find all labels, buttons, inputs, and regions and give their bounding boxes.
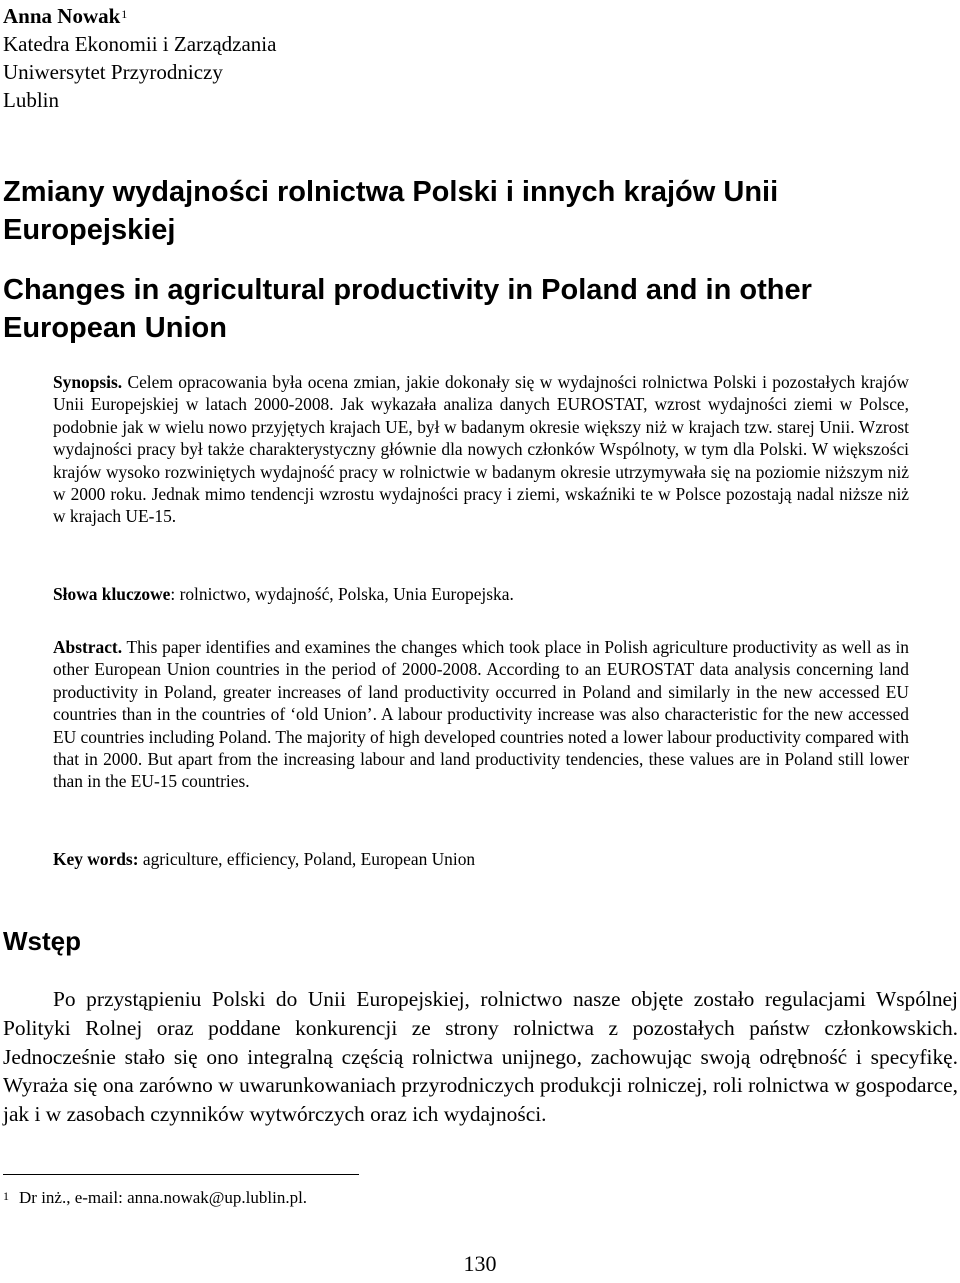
- abstract-label: Abstract.: [53, 637, 123, 657]
- author-block: [3, 2, 276, 114]
- footnote: [3, 1186, 307, 1210]
- abstract-english: [53, 636, 909, 793]
- keywords-english: [53, 848, 909, 870]
- keywords-english-text: agriculture, efficiency, Poland, European Union: [138, 849, 476, 869]
- footnote-mark: 1: [3, 1189, 9, 1203]
- title-polish: Zmiany wydajności rolnictwa Polski i innych krajów Unii Europejskiej: [3, 176, 779, 246]
- keywords-polish-label: Słowa kluczowe: [53, 584, 171, 604]
- footnote-divider: [3, 1174, 359, 1175]
- synopsis-label: Synopsis.: [53, 372, 123, 392]
- affiliation-university: Uniwersytet Przyrodniczy: [3, 60, 223, 84]
- affiliation-city: Lublin: [3, 88, 59, 112]
- synopsis: [53, 371, 909, 528]
- intro-paragraph: Po przystąpieniu Polski do Unii Europejskiej, rolnictwo nasze objęte zostało regulacjami Wspólnej Polityki Rolnej oraz poddane konkurencji ze strony rolnictwa z pozostałych państw członkowskich. Jednocześnie stało się ono integralną częścią rolnictwa unijnego, zachowując swoją odrębność i specyfikę. Wyraża się ona zarówno w uwarunkowaniach przyrodniczych produkcji rolniczej, roli rolnictwa w gospodarce, jak i w zasobach czynników wytwórczych oraz ich wydajności.: [3, 987, 958, 1127]
- author-footnote-mark: 1: [121, 7, 128, 21]
- keywords-polish-text: : rolnictwo, wydajność, Polska, Unia Europejska.: [170, 584, 514, 604]
- section-heading: Wstęp: [3, 926, 81, 956]
- abstract-text: This paper identifies and examines the changes which took place in Polish agriculture productivity as well as in other European Union countries in the period of 2000-2008. According to an EUROSTAT data analysis concerning land productivity in Poland, greater increases of land productivity occurred in Poland and similarly in the new accessed EU countries than in the countries of ‘old Union’. A labour productivity increase was also characteristic for the new accessed EU countries including Poland. The majority of high developed countries noted a lower labour productivity compared with that in 2000. But apart from the increasing labour and land productivity tendencies, these values are in Poland still lower than in the EU-15 countries.: [53, 637, 909, 792]
- keywords-english-label: Key words:: [53, 849, 139, 869]
- page-number: 130: [463, 1251, 497, 1276]
- title-english: Changes in agricultural productivity in Poland and in other European Union: [3, 274, 812, 344]
- synopsis-text: Celem opracowania była ocena zmian, jakie dokonały się w wydajności rolnictwa Polski i pozostałych krajów Unii Europejskiej w latach 2000-2008. Jak wykazała analiza danych EUROSTAT, wzrost wydajności ziemi w Polsce, podobnie jak w wielu nowo przyjętych krajach UE, był w badanym okresie większy niż w krajach tzw. starej Unii. Wzrost wydajności pracy był także charakterystyczny głównie dla nowych członków Wspólnoty, w tym dla Polski. W większości krajów wysoko rozwiniętych wydajność pracy w rolnictwie w badanym okresie utrzymywała się na poziomie niższym niż w 2000 roku. Jednak mimo tendencji wzrostu wydajności pracy i ziemi, wskaźniki te w Polsce pozostają nadal niższe niż w krajach UE-15.: [53, 372, 909, 527]
- keywords-polish: [53, 583, 909, 605]
- footnote-text: Dr inż., e-mail: anna.nowak@up.lublin.pl.: [19, 1188, 308, 1207]
- author-name: Anna Nowak$^1$: [3, 4, 128, 28]
- affiliation-department: Katedra Ekonomii i Zarządzania: [3, 32, 277, 56]
